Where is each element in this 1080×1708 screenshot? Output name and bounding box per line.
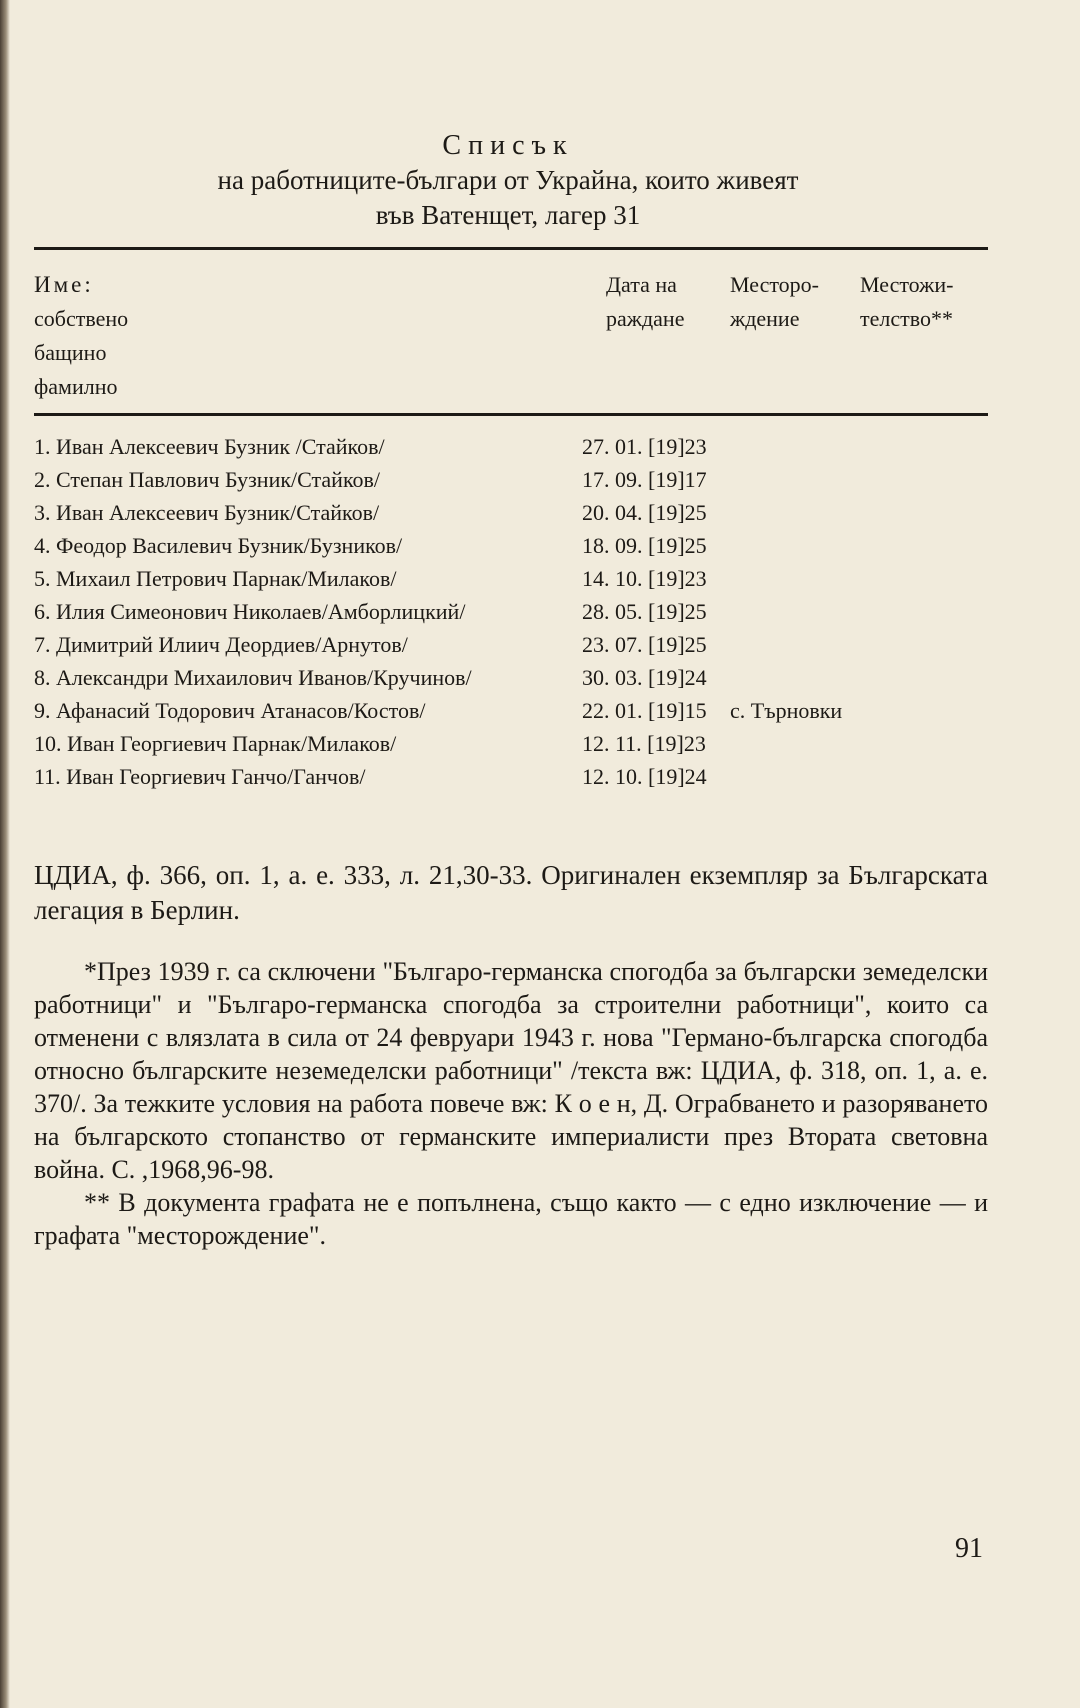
row-name: 6. Илия Симеонович Николаев/Амборлицкий/ (34, 599, 466, 624)
footnote-1: *През 1939 г. са сключени "Българо-германска спогодба за български земеделски работници" и "Българо-германска спогодба за строителни работници", които са отменени с влязлата в сила от 24 февруари 1943 г. нова "Германо-българска спогодба относно българските неземеделски работници" /текста вж: ЦДИА, ф. 318, оп. 1, а. е. 370/. За тежките условия на работа повече вж: К о е н, Д. Ограбването и разоряването на българското стопанство от германските империалисти през Втората световна война. С. ,1968,96-98. (34, 957, 988, 1184)
footnotes (34, 955, 988, 1252)
workers-table (34, 434, 984, 797)
row-name: 4. Феодор Василевич Бузник/Бузников/ (34, 533, 403, 558)
header-name-patronymic: бащино (34, 340, 107, 365)
table-row (34, 599, 984, 632)
document-title: Списък (442, 130, 574, 161)
row-name: 9. Афанасий Тодорович Атанасов/Костов/ (34, 698, 426, 723)
archive-source-reference: ЦДИА, ф. 366, оп. 1, а. е. 333, л. 21,30-33. Оригинален екземпляр за Българската легация в Берлин. (34, 860, 988, 925)
table-row (34, 764, 984, 797)
row-date: 22. 01. [19]15 (582, 698, 707, 723)
row-name: 2. Степан Павлович Бузник/Стайков/ (34, 467, 381, 492)
header-birthplace-line1: Месторо- (730, 272, 819, 297)
table-row (34, 566, 984, 599)
row-date: 23. 07. [19]25 (582, 632, 707, 657)
row-date: 28. 05. [19]25 (582, 599, 707, 624)
row-date: 12. 10. [19]24 (582, 764, 707, 789)
table-row (34, 632, 984, 665)
column-header-residence (860, 268, 953, 336)
row-date: 27. 01. [19]23 (582, 434, 707, 459)
table-row (34, 434, 984, 467)
row-name: 1. Иван Алексеевич Бузник /Стайков/ (34, 434, 385, 459)
header-date-line1: Дата на (606, 272, 677, 297)
row-name: 8. Александри Михаилович Иванов/Кручинов/ (34, 665, 472, 690)
table-row (34, 533, 984, 566)
document-subtitle-line2: във Ватенщет, лагер 31 (375, 200, 641, 230)
header-name-family: фамилно (34, 374, 118, 399)
row-date: 20. 04. [19]25 (582, 500, 707, 525)
row-date: 12. 11. [19]23 (582, 731, 706, 756)
table-row (34, 467, 984, 500)
row-name: 5. Михаил Петрович Парнак/Милаков/ (34, 566, 397, 591)
row-name: 3. Иван Алексеевич Бузник/Стайков/ (34, 500, 380, 525)
page-number: 91 (955, 1533, 983, 1564)
row-name: 10. Иван Георгиевич Парнак/Милаков/ (34, 731, 397, 756)
row-date: 30. 03. [19]24 (582, 665, 707, 690)
column-header-birthplace (730, 268, 819, 336)
header-birthplace-line2: ждение (730, 306, 800, 331)
table-top-rule (34, 247, 988, 250)
row-name: 11. Иван Георгиевич Ганчо/Ганчов/ (34, 764, 366, 789)
row-place: с. Търновки (730, 698, 843, 723)
header-residence-line2: телство** (860, 306, 953, 331)
table-row (34, 731, 984, 764)
row-date: 17. 09. [19]17 (582, 467, 707, 492)
document-subtitle-line1: на работниците-българи от Украйна, които живеят (217, 165, 799, 195)
header-date-line2: раждане (606, 306, 685, 331)
header-name-label: Име: (34, 272, 94, 297)
column-header-name (34, 268, 128, 404)
table-row (34, 665, 984, 698)
table-row (34, 698, 984, 731)
header-residence-line1: Местожи- (860, 272, 954, 297)
header-name-first: собствено (34, 306, 129, 331)
table-row (34, 500, 984, 533)
column-header-birthdate (606, 268, 684, 336)
row-date: 14. 10. [19]23 (582, 566, 707, 591)
row-date: 18. 09. [19]25 (582, 533, 707, 558)
table-header-rule (34, 413, 988, 416)
footnote-2: ** В документа графата не е попълнена, също както — с едно изключение — и графата "месторождение". (34, 1188, 988, 1250)
row-name: 7. Димитрий Илиич Деордиев/Арнутов/ (34, 632, 408, 657)
